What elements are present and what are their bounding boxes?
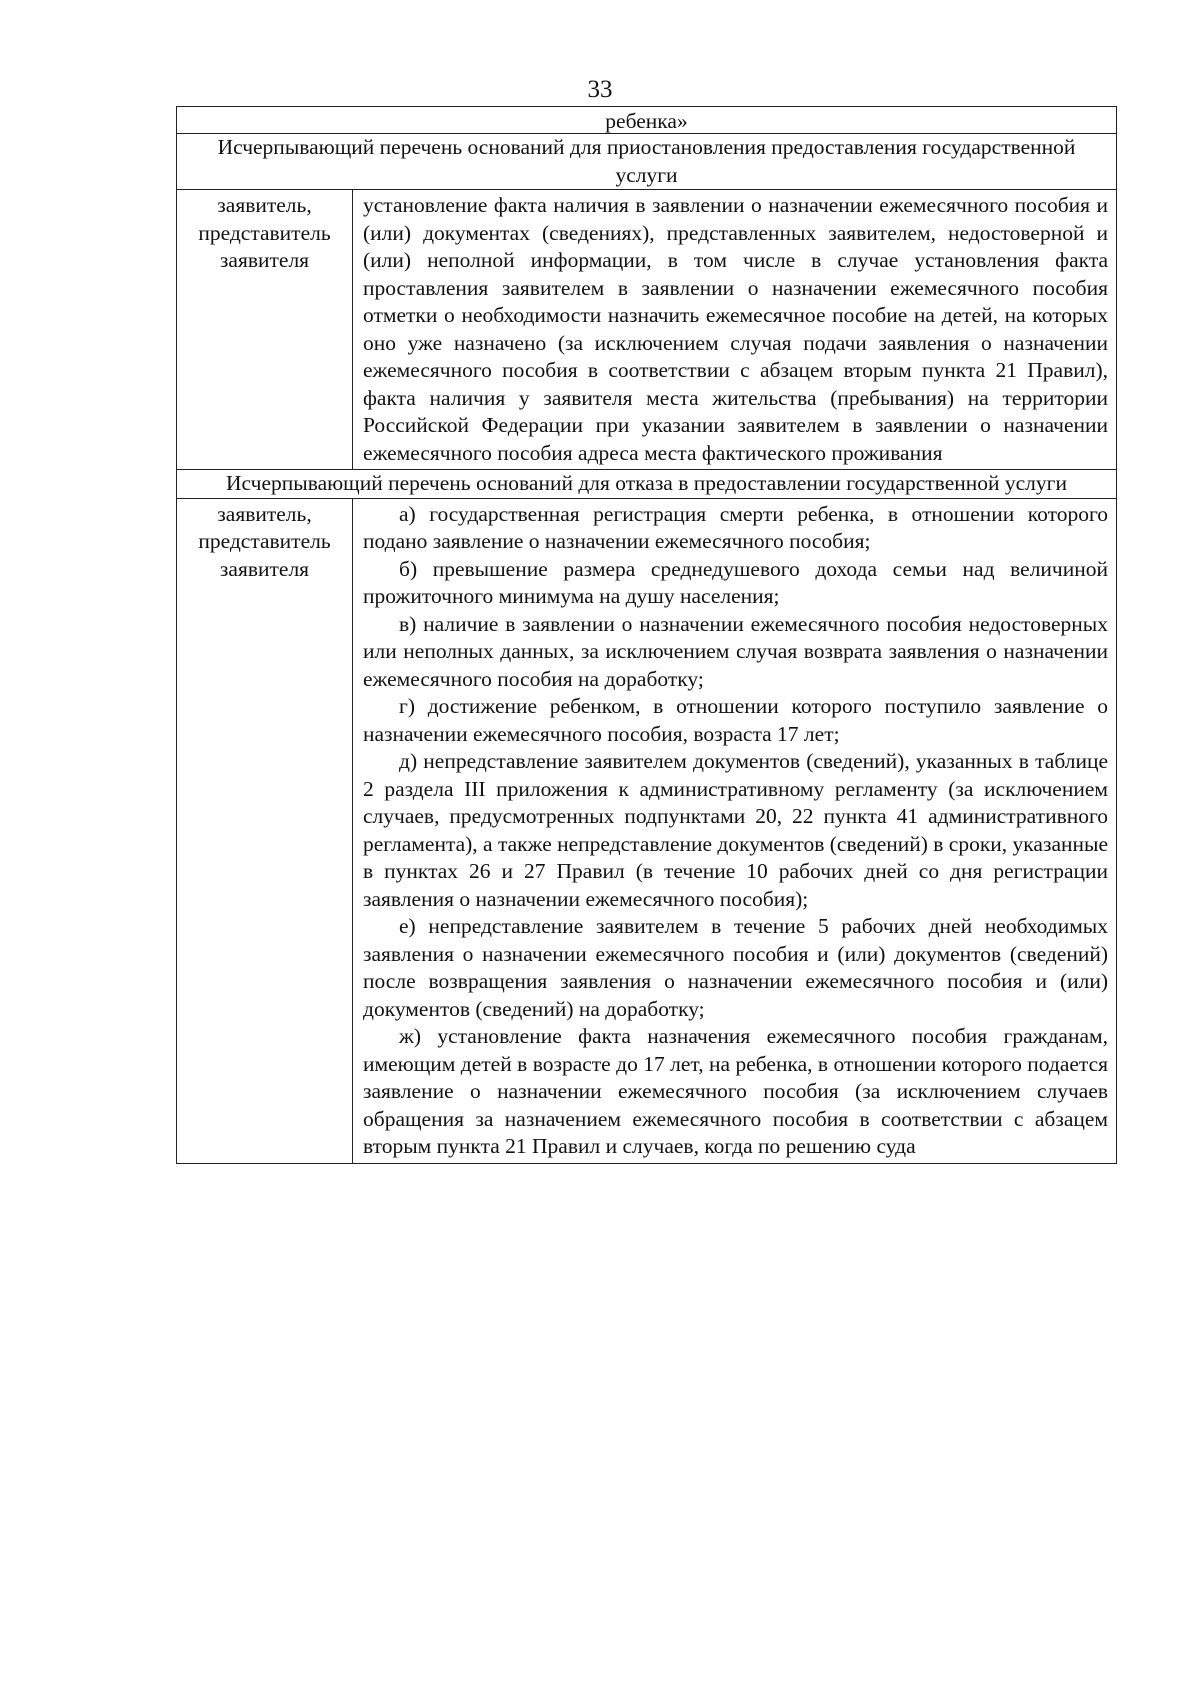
subject-line: заявителя [219,248,310,272]
subject-line: заявитель, [217,501,312,526]
subject-line: заявитель, [217,193,312,217]
refusal-grounds-list [353,498,1117,1163]
suspension-grounds-text: установление факта наличия в заявлении о назначении ежемесячного пособия и (или) документах (сведениях), представленных заявителем, недостоверной и (или) неполной информации, в том числе в случае установления факта проставления заявителем в заявлении о назначении ежемесячного пособия отметки о необходимости назначить ежемесячное пособие на детей, на которых оно уже назначено (за исключением случая подачи заявления о назначении ежемесячного пособия в соответствии с абзацем вторым пункта 21 Правил), факта наличия у заявителя места жительства (пребывания) на территории Российской Федерации при указании заявителем в заявлении о назначении ежемесячного пособия адреса места фактического проживания [353,190,1117,470]
page-number: 33 [587,76,613,103]
refusal-item-e: е) непредставление заявителем в течение 5 рабочих дней необходимых заявления о назначении ежемесячного пособия и (или) документов (сведений) после возвращения заявления о назначении ежемесячного пособия и (или) документов (сведений) на доработку; [363,914,1109,1021]
refusal-item-v: в) наличие в заявлении о назначении ежемесячного пособия недостоверных или неполных данных, за исключением случая возврата заявления о назначении ежемесячного пособия на доработку; [363,611,1109,691]
grounds-table [176,106,1117,1164]
suspension-subject-cell [177,190,353,470]
continued-heading-cell: ребенка» [177,107,1117,134]
subject-line: представитель [198,220,331,245]
suspension-heading: Исчерпывающий перечень оснований для приостановления предоставления государственной услуги [177,134,1117,190]
refusal-heading: Исчерпывающий перечень оснований для отказа в предоставлении государственной услуги [177,470,1117,499]
refusal-heading-row [177,470,1117,499]
refusal-item-b: б) превышение размера среднедушевого дохода семьи над величиной прожиточного минимума на душу населения; [363,556,1109,608]
suspension-row [177,190,1117,470]
subject-line: заявителя [219,556,310,581]
refusal-subject-cell [177,498,353,1163]
suspension-heading-row [177,134,1117,190]
refusal-item-zh: ж) установление факта назначения ежемесячного пособия гражданам, имеющим детей в возрасте до 17 лет, на ребенка, в отношении которого подается заявление о назначении ежемесячного пособия (за исключением случаев обращения за назначением ежемесячного пособия в соответствии с абзацем вторым пункта 21 Правил и случаев, когда по решению суда [363,1024,1109,1158]
refusal-item-a: а) государственная регистрация смерти ребенка, в отношении которого подано заявление о назначении ежемесячного пособия; [363,501,1109,553]
refusal-row [177,498,1117,1163]
refusal-item-d: д) непредставление заявителем документов (сведений), указанных в таблице 2 раздела III приложения к административному регламенту (за исключением случаев, предусмотренных подпунктами 20, 22 пункта 41 административного регламента), а также непредставление документов (сведений) в сроки, указанные в пунктах 26 и 27 Правил (в течение 10 рабочих дней со дня регистрации заявления о назначении ежемесячного пособия); [363,749,1109,911]
continued-heading-row [177,107,1117,134]
subject-line: представитель [198,529,331,553]
refusal-item-g: г) достижение ребенком, в отношении которого поступило заявление о назначении ежемесячного пособия, возраста 17 лет; [363,694,1109,746]
